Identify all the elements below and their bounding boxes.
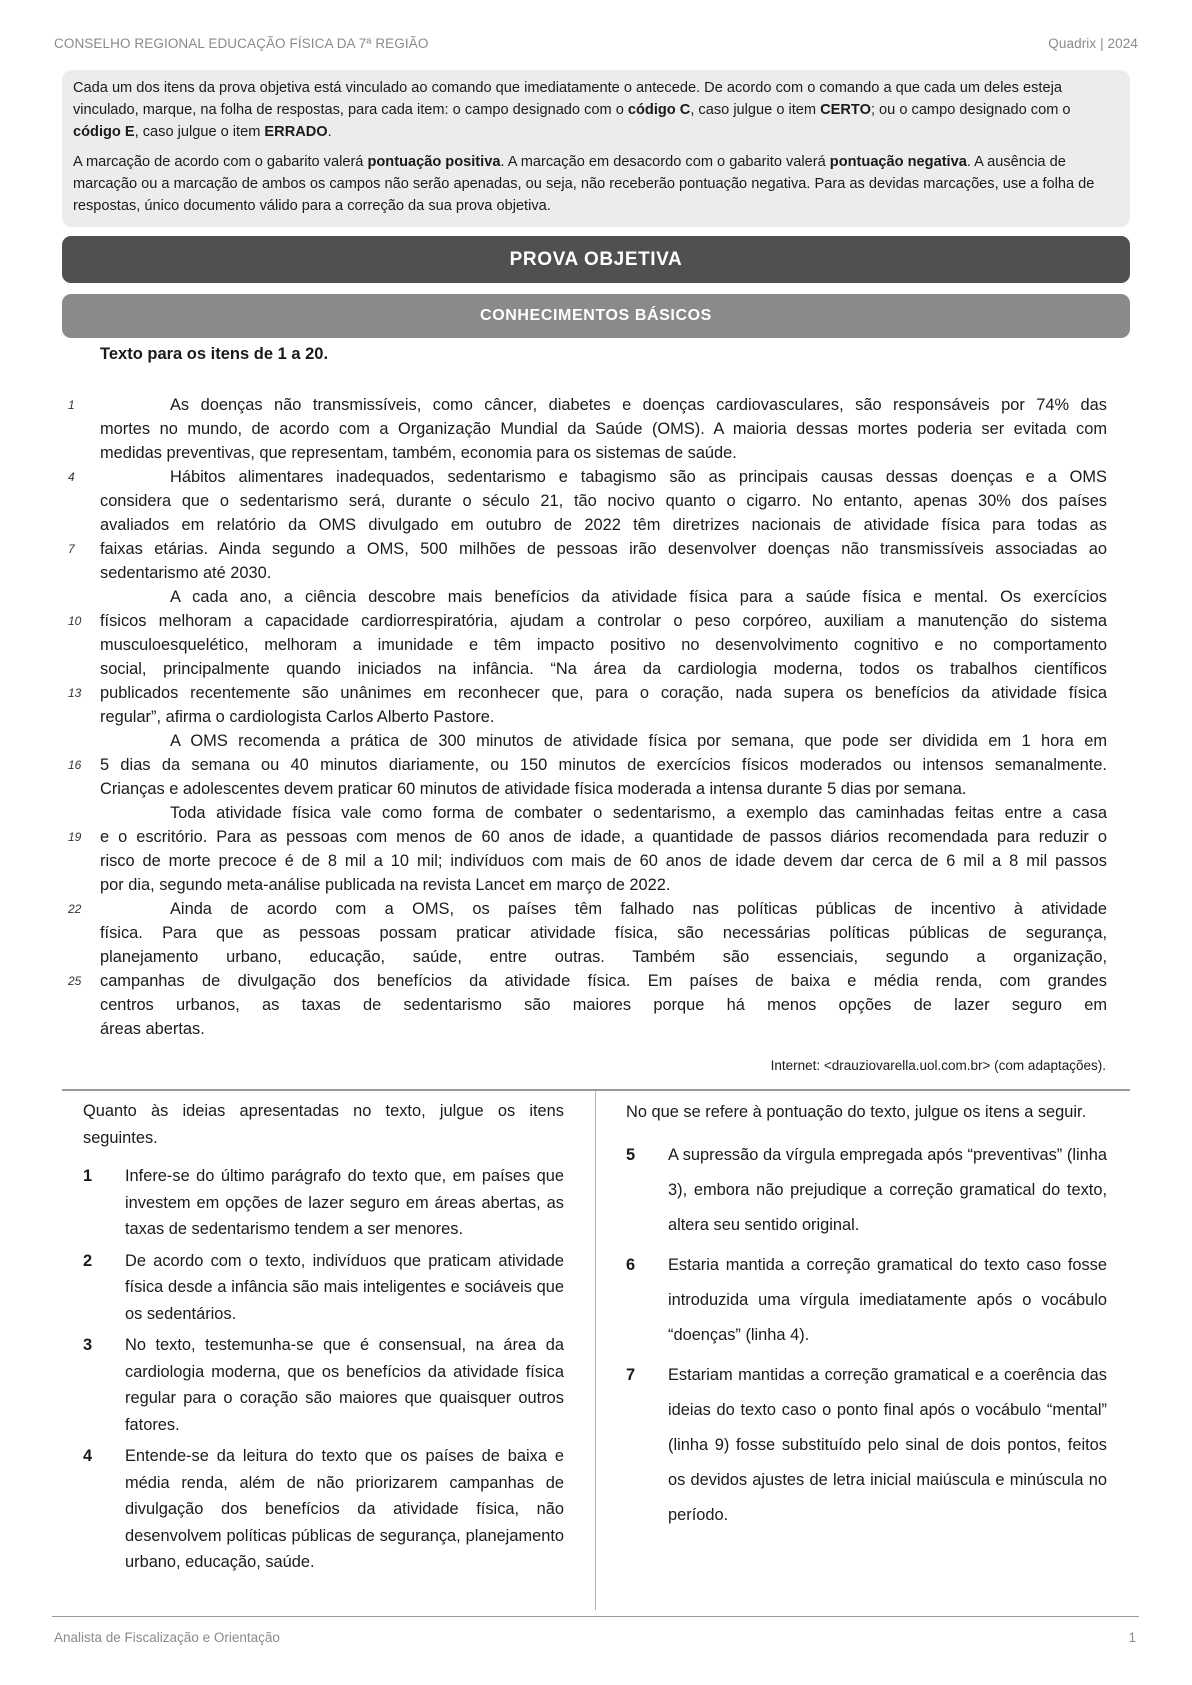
- item-number: 7: [626, 1366, 636, 1384]
- footer-divider: [52, 1616, 1139, 1617]
- footer-job-title: Analista de Fiscalização e Orientação: [54, 1630, 280, 1645]
- item-text: No texto, testemunha-se que é consensual, na área da cardiologia moderna, que os benefícios da atividade física regular para o coração são maiores que quaisquer outros fatores.: [125, 1336, 564, 1434]
- page-number: 1: [1128, 1630, 1136, 1645]
- line-number: 22: [68, 902, 82, 916]
- item-number: 2: [83, 1251, 93, 1270]
- line-number: 16: [68, 758, 82, 772]
- item-number: 4: [83, 1447, 93, 1465]
- instructions-box: [62, 70, 1130, 227]
- text-line-14: regular”, afirma o cardiologista Carlos Alberto Pastore.: [100, 708, 495, 726]
- text-line-6: avaliados em relatório da OMS divulgado em outubro de 2022 têm diretrizes nacionais de atividade física para todas as: [100, 516, 1107, 534]
- item-number: 5: [626, 1146, 636, 1164]
- text-line-10: 10 físicos melhoram a capacidade cardiorrespiratória, ajudam a controlar o peso corpóreo, auxiliam a manutenção do sistema: [100, 609, 1107, 633]
- left-column: [83, 1098, 564, 1581]
- text-line-23: física. Para que as pessoas possam praticar atividade física, são necessárias políticas públicas de segurança,: [100, 924, 1107, 942]
- text-line-7: 7 faixas etárias. Ainda segundo a OMS, 500 milhões de pessoas irão desenvolver doenças não transmissíveis associadas ao: [100, 537, 1107, 561]
- text-line-22: 22 Ainda de acordo com a OMS, os países têm falhado nas políticas públicas de incentivo à atividade: [100, 897, 1107, 921]
- text-line-19: 19 e o escritório. Para as pessoas com menos de 60 anos de idade, a quantidade de passos diários recomendada para reduzir o: [100, 825, 1107, 849]
- text-line-9: A cada ano, a ciência descobre mais benefícios da atividade física para a saúde física e mental. Os exercícios: [170, 588, 1107, 606]
- text-line-15: A OMS recomenda a prática de 300 minutos de atividade física por semana, que pode ser dividida em 1 hora em: [170, 732, 1107, 750]
- columns-divider: [595, 1091, 596, 1610]
- line-number: 4: [68, 470, 75, 484]
- text-line-8: sedentarismo até 2030.: [100, 564, 272, 582]
- line-number: 13: [68, 686, 82, 700]
- item-text: A supressão da vírgula empregada após “preventivas” (linha 3), embora não prejudique a correção gramatical do texto, altera seu sentido original.: [668, 1146, 1107, 1234]
- question-item-5: [626, 1138, 1107, 1243]
- section-title-bar: [62, 236, 1130, 283]
- question-item-3: [83, 1332, 564, 1438]
- text-line-17: Crianças e adolescentes devem praticar 60 minutos de atividade física moderada a intensa durante 5 dias por semana.: [100, 780, 967, 798]
- item-text: Estaria mantida a correção gramatical do texto caso fosse introduzida uma vírgula imediatamente após o vocábulo “doenças” (linha 4).: [668, 1256, 1107, 1344]
- reading-text: [68, 393, 1107, 1041]
- line-number: 1: [68, 398, 75, 412]
- text-line-12: social, principalmente quando iniciados na infância. “Na área da cardiologia moderna, todos os trabalhos científicos: [100, 660, 1107, 678]
- right-column: [626, 1098, 1107, 1538]
- instructions-paragraph-1: Cada um dos itens da prova objetiva está vinculado ao comando que imediatamente o antecede. De acordo com o comando a que cada um deles esteja vinculado, marque, na folha de respostas, para cada item: o campo designado com o código C, caso julgue o item CERTO; ou o campo designado com o código E, caso julgue o item ERRADO.: [73, 80, 1071, 140]
- item-text: De acordo com o texto, indivíduos que praticam atividade física desde a infância são mais inteligentes e sociáveis que os sedentários.: [125, 1251, 564, 1323]
- text-line-1: 1 As doenças não transmissíveis, como câncer, diabetes e doenças cardiovasculares, são responsáveis por 74% das: [100, 393, 1107, 417]
- text-line-13: 13 publicados recentemente são unânimes em reconhecer que, para o coração, nada supera os benefícios da atividade física: [100, 681, 1107, 705]
- question-item-2: [83, 1248, 564, 1328]
- text-line-18: Toda atividade física vale como forma de combater o sedentarismo, a exemplo das caminhadas feitas entre a casa: [170, 804, 1107, 822]
- line-number: 19: [68, 830, 82, 844]
- text-line-2: mortes no mundo, de acordo com a Organização Mundial da Saúde (OMS). A maioria dessas mortes poderia ser evitada com: [100, 420, 1107, 438]
- columns-top-divider: [62, 1089, 1130, 1091]
- question-item-7: [626, 1358, 1107, 1533]
- text-line-4: 4 Hábitos alimentares inadequados, sedentarismo e tabagismo são as principais causas dessas doenças e a OMS: [100, 465, 1107, 489]
- line-number: 7: [68, 542, 75, 556]
- right-column-intro: No que se refere à pontuação do texto, julgue os itens a seguir.: [626, 1103, 1087, 1121]
- instructions-paragraph-2: A marcação de acordo com o gabarito valerá pontuação positiva. A marcação em desacordo com o gabarito valerá pontuação negativa. A ausência de marcação ou a marcação de ambos os campos não serão apenadas, ou seja, não receberão pontuação negativa. Para as devidas marcações, use a folha de respostas, único documento válido para a correção da sua prova objetiva.: [73, 154, 1095, 214]
- text-line-21: por dia, segundo meta-análise publicada na revista Lancet em março de 2022.: [100, 876, 671, 894]
- text-source: Internet: <drauziovarella.uol.com.br> (com adaptações).: [770, 1058, 1106, 1073]
- text-line-25: 25 campanhas de divulgação dos benefícios da atividade física. Em países de baixa e média renda, com grandes: [100, 969, 1107, 993]
- question-item-4: [83, 1443, 564, 1576]
- line-number: 25: [68, 974, 82, 988]
- subsection-title: CONHECIMENTOS BÁSICOS: [480, 307, 712, 324]
- question-item-1: [83, 1163, 564, 1243]
- question-item-6: [626, 1248, 1107, 1353]
- item-text: Estariam mantidas a correção gramatical e a coerência das ideias do texto caso o ponto final após o vocábulo “mental” (linha 9) fosse substituído pelo sinal de dois pontos, feitos os devidos ajustes de letra inicial maiúscula e minúscula no período.: [668, 1366, 1107, 1524]
- section-title: PROVA OBJETIVA: [509, 248, 683, 270]
- left-column-intro: Quanto às ideias apresentadas no texto, julgue os itens seguintes.: [83, 1102, 564, 1147]
- subsection-title-bar: [62, 294, 1130, 338]
- line-number: 10: [68, 614, 82, 628]
- text-line-5: considera que o sedentarismo será, durante o século 21, tão nocivo quanto o cigarro. No entanto, apenas 30% dos países: [100, 492, 1107, 510]
- item-number: 3: [83, 1336, 93, 1354]
- item-text: Infere-se do último parágrafo do texto que, em países que investem em opções de lazer seguro em áreas abertas, as taxas de sedentarismo tendem a ser menores.: [125, 1167, 564, 1238]
- text-line-27: áreas abertas.: [100, 1020, 205, 1038]
- text-line-11: musculoesquelético, melhoram a imunidade e têm impacto positivo no desenvolvimento cognitivo e no comportamento: [100, 636, 1107, 654]
- text-line-26: centros urbanos, as taxas de sedentarismo são maiores porque há menos opções de lazer seguro em: [100, 996, 1107, 1014]
- header-organization: CONSELHO REGIONAL EDUCAÇÃO FÍSICA DA 7ª REGIÃO: [54, 36, 429, 51]
- item-text: Entende-se da leitura do texto que os países de baixa e média renda, além de não priorizarem campanhas de divulgação dos benefícios da atividade física, não desenvolvem políticas públicas de segurança, planejamento urbano, educação, saúde.: [125, 1447, 564, 1571]
- text-line-20: risco de morte precoce é de 8 mil a 10 mil; indivíduos com mais de 60 anos de idade devem dar cerca de 6 mil a 8 mil passos: [100, 852, 1107, 870]
- text-line-16: 16 5 dias da semana ou 40 minutos diariamente, ou 150 minutos de exercícios físicos moderados ou intensos semanalmente.: [100, 753, 1107, 777]
- page-header: [54, 36, 1138, 56]
- header-exam-board: Quadrix | 2024: [1048, 36, 1138, 51]
- item-number: 6: [626, 1256, 636, 1274]
- item-number: 1: [83, 1167, 93, 1185]
- text-line-3: medidas preventivas, que representam, também, economia para os sistemas de saúde.: [100, 444, 737, 462]
- text-line-24: planejamento urbano, educação, saúde, entre outras. Também são essenciais, segundo a organização,: [100, 948, 1107, 966]
- text-intro: Texto para os itens de 1 a 20.: [100, 345, 329, 363]
